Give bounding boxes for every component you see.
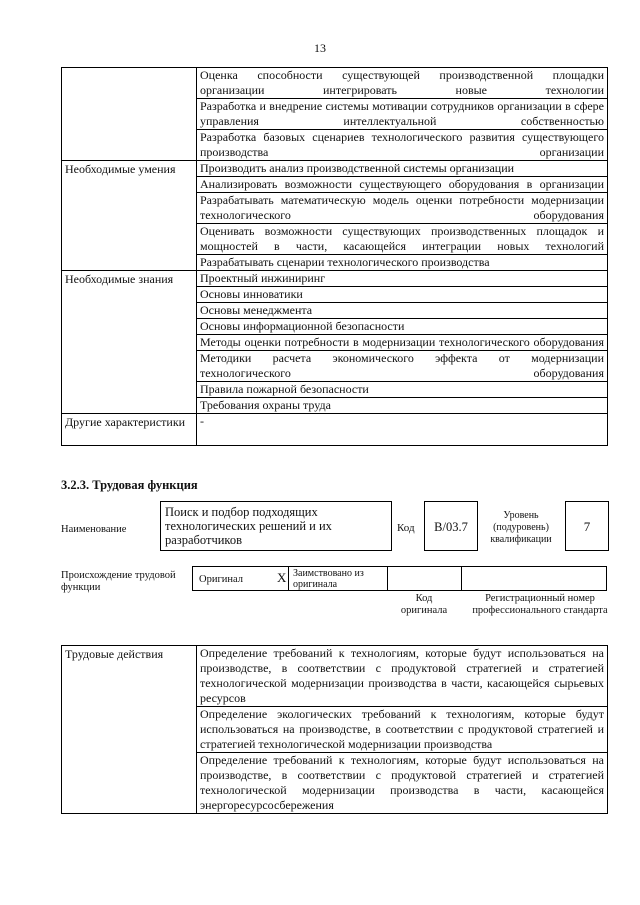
code-box — [424, 501, 478, 551]
skills-label: Необходимые умения — [62, 161, 197, 271]
row-text: Определение требований к технологиям, которые будут использоваться на производстве, в соответствии с продуктовой стратегией и стратегией технологической модернизации производства в части, касающейся сырьевых ресурсов — [197, 646, 608, 707]
row-text: Разрабатывать математическую модель оценки потребности модернизации технологического оборудования — [197, 193, 608, 224]
code-label: Код — [397, 522, 415, 534]
other-characteristics-value: - — [197, 414, 608, 446]
row-text: Основы информационной безопасности — [197, 319, 608, 335]
row-text: Проектный инжиниринг — [197, 271, 608, 287]
original-cell — [192, 566, 289, 591]
labor-actions-table — [61, 645, 608, 814]
original-label: Оригинал — [199, 574, 243, 585]
table-row — [62, 414, 608, 446]
qualification-level-label: Уровень (подуровень) квалификации — [490, 510, 552, 545]
other-characteristics-label: Другие характеристики — [62, 414, 197, 446]
page-number: 13 — [314, 41, 326, 55]
row-text: Методы оценки потребности в модернизации технологического оборудования — [197, 335, 608, 351]
labor-function-details-table — [61, 67, 608, 446]
reg-number-cell — [461, 566, 607, 591]
row-text: Основы инноватики — [197, 287, 608, 303]
borrowed-cell — [288, 566, 388, 591]
row-text: Разрабатывать сценарии технологического производства — [197, 255, 608, 271]
row-text: Требования охраны труда — [197, 398, 608, 414]
table-row — [62, 161, 608, 177]
row-text: Определение экологических требований к технологиям, которые будут использоваться на производстве, в соответствии с продуктовой стратегией и стратегией технологической модернизации производства — [197, 707, 608, 753]
reg-number-label: Регистрационный номер профессионального стандарта — [472, 593, 608, 616]
function-name-box — [160, 501, 392, 551]
row-text: Анализировать возможности существующего оборудования в организации — [197, 177, 608, 193]
origin-code-label: Код оригинала — [400, 593, 448, 616]
section-title: 3.2.3. Трудовая функция — [61, 478, 198, 492]
name-label: Наименование — [61, 524, 127, 535]
empty-label-cell — [62, 68, 197, 161]
actions-label: Трудовые действия — [62, 646, 197, 814]
table-row — [62, 646, 608, 707]
knowledge-label: Необходимые знания — [62, 271, 197, 414]
level-box — [565, 501, 609, 551]
row-text: Определение требований к технологиям, которые будут использоваться на производстве, в соответствии с продуктовой стратегией и стратегией технологической модернизации производства в части, касающейся энергоресурсосбережения — [197, 753, 608, 814]
level-value: 7 — [583, 519, 591, 534]
function-name-text: Поиск и подбор подходящих технологических решений и их разработчиков — [165, 505, 332, 547]
original-mark: X — [277, 570, 287, 585]
row-text: Оценивать возможности существующих производственных площадок и мощностей в части, касающейся интеграции новых технологий — [197, 224, 608, 255]
code-value: B/03.7 — [434, 520, 468, 534]
row-text: Методики расчета экономического эффекта от модернизации технологического оборудования — [197, 351, 608, 382]
row-text: Разработка базовых сценариев технологического развития существующего производства организации — [197, 130, 608, 161]
row-text: Основы менеджмента — [197, 303, 608, 319]
origin-code-cell — [387, 566, 462, 591]
row-text: Разработка и внедрение системы мотивации сотрудников организации в сфере управления интеллектуальной собственностью — [197, 99, 608, 130]
row-text: Оценка способности существующей производственной площадки организации интегрировать новые технологии — [197, 68, 608, 99]
borrowed-label: Заимствовано из оригинала — [293, 568, 364, 590]
table-row — [62, 271, 608, 287]
row-text: Правила пожарной безопасности — [197, 382, 608, 398]
table-row — [62, 68, 608, 99]
origin-row — [192, 566, 607, 591]
row-text: Производить анализ производственной системы организации — [197, 161, 608, 177]
origin-label: Происхождение трудовой функции — [61, 570, 176, 593]
